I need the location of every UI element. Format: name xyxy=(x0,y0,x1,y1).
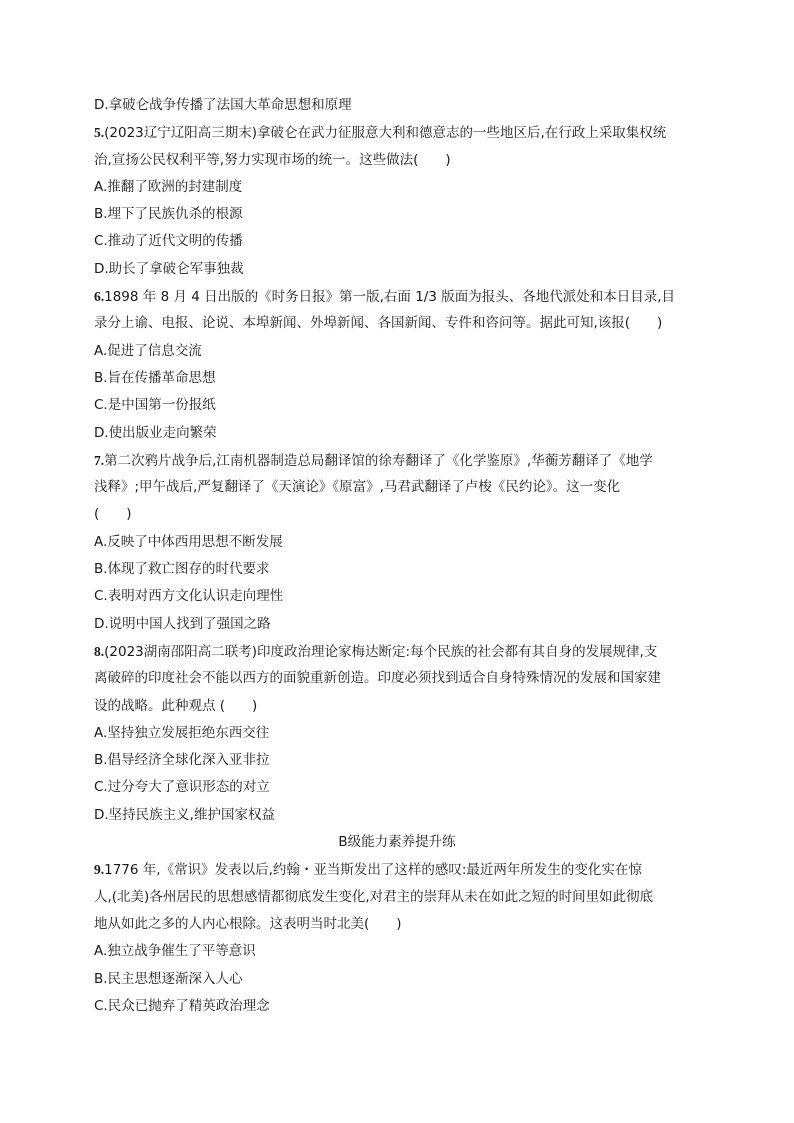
question-number: 9. xyxy=(94,862,105,878)
question-stem-line: 1776 年,《常识》发表以后,约翰・亚当斯发出了这样的感叹:最近两年所发生的变化实在惊 xyxy=(104,862,642,879)
option-a: A.坚持独立发展拒绝东西交往 xyxy=(94,724,270,741)
option-c: C.过分夸大了意识形态的对立 xyxy=(94,779,270,796)
question-stem-line: (2023辽宁辽阳高三期末)拿破仑在武力征服意大利和德意志的一些地区后,在行政上采取集权统 xyxy=(104,125,667,142)
question-stem-line: 设的战略。此种观点 ( ) xyxy=(94,697,258,714)
option-a: A.促进了信息交流 xyxy=(94,342,202,359)
question-6 xyxy=(94,283,700,447)
option-a: A.反映了中体西用思想不断发展 xyxy=(94,533,283,550)
option-b: B.埋下了民族仇杀的根源 xyxy=(94,206,243,223)
question-stem-line: 人,(北美)各州居民的思想感情都彻底发生变化,对君主的崇拜从未在如此之短的时间里如此彻底 xyxy=(94,888,654,905)
option-d: D.说明中国人找到了强国之路 xyxy=(94,615,271,632)
question-8 xyxy=(94,638,700,829)
question-number: 6. xyxy=(94,289,105,305)
option-b: B.倡导经济全球化深入亚非拉 xyxy=(94,752,270,769)
question-stem-line: 浅释》;甲午战后,严复翻译了《天演论》《原富》,马君武翻译了卢梭《民约论》。这一变化 xyxy=(94,479,621,496)
option-a: A.推翻了欧洲的封建制度 xyxy=(94,178,243,195)
question-5 xyxy=(94,119,700,283)
question-stem-line: 第二次鸦片战争后,江南机器制造总局翻译馆的徐寿翻译了《化学鉴原》,华蘅芳翻译了《地学 xyxy=(104,452,653,469)
section-title: B级能力素养提升练 xyxy=(338,834,456,851)
option-d: D.坚持民族主义,维护国家权益 xyxy=(94,806,275,823)
question-stem-line: 1898 年 8 月 4 日出版的《时务日报》第一版,右面 1/3 版面为报头、各地代派处和本日目录,目 xyxy=(104,289,676,306)
question-stem-line: (2023湖南邵阳高二联考)印度政治理论家梅达断定:每个民族的社会都有其自身的发展规律,支 xyxy=(104,643,658,660)
question-list xyxy=(94,92,700,1020)
option-b: B.体现了救亡图存的时代要求 xyxy=(94,561,270,578)
option-d: D.使出版业走向繁荣 xyxy=(94,424,217,441)
option-c: C.民众已抛弃了精英政治理念 xyxy=(94,997,270,1014)
option-c: C.推动了近代文明的传播 xyxy=(94,233,243,250)
question-number: 5. xyxy=(94,125,105,141)
option-c: C.表明对西方文化认识走向理性 xyxy=(94,588,284,605)
question-number: 8. xyxy=(94,643,105,659)
q4-option-d: D.拿破仑战争传播了法国大革命思想和原理 xyxy=(94,97,352,113)
question-stem-line: 地从如此之多的人内心根除。这表明当时北美( ) xyxy=(94,915,402,932)
option-b: B.旨在传播革命思想 xyxy=(94,369,216,386)
question-stem-line: 录分上谕、电报、论说、本埠新闻、外埠新闻、各国新闻、专件和咨问等。据此可知,该报( ) xyxy=(94,315,663,332)
answer-blank: ( ) xyxy=(94,506,132,523)
question-9 xyxy=(94,856,700,1020)
option-c: C.是中国第一份报纸 xyxy=(94,397,216,414)
question-number: 7. xyxy=(94,452,105,468)
question-stem-line: 治,宣扬公民权利平等,努力实现市场的统一。这些做法( ) xyxy=(94,151,451,168)
question-stem-line: 离破碎的印度社会不能以西方的面貌重新创造。印度必须找到适合自身特殊情况的发展和国家建 xyxy=(94,670,661,687)
option-a: A.独立战争催生了平等意识 xyxy=(94,943,256,960)
option-d: D.助长了拿破仑军事独裁 xyxy=(94,260,244,277)
question-7 xyxy=(94,447,700,638)
option-b: B.民主思想逐渐深入人心 xyxy=(94,970,243,987)
